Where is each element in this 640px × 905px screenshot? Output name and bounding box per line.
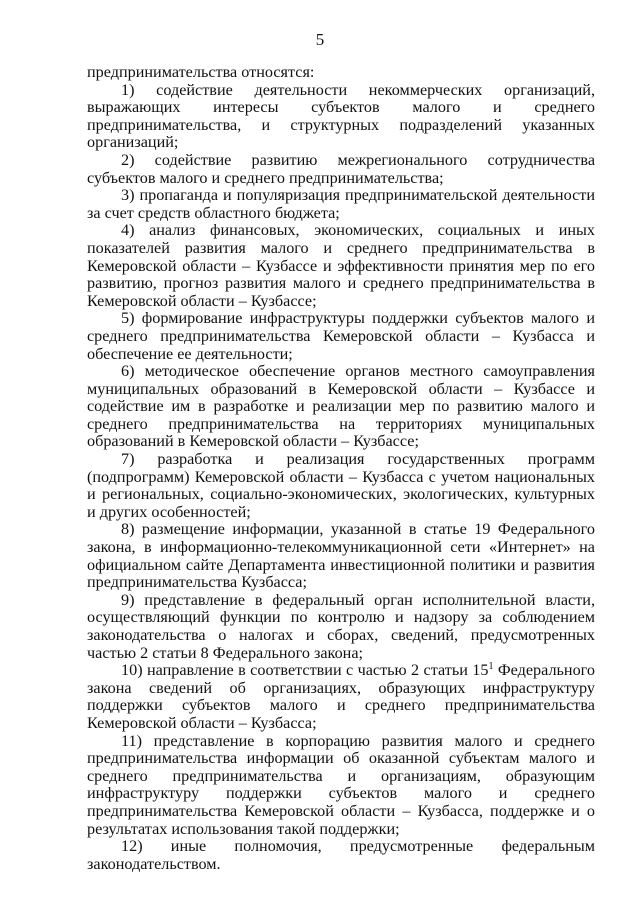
page-number: 5 xyxy=(315,30,325,49)
list-item-6: 6) методическое обеспечение органов местного самоуправления муниципальных образований в Кемеровской области – Кузбассе и содействие им в разработке и реализации мер по развитию малого и среднего предпринимательства на территориях муниципальных образований в Кемеровской области – Кузбассе; xyxy=(87,362,595,451)
intro-line: предпринимательства относятся: xyxy=(87,63,315,81)
list-item-10-text-before: 10) направление в соответствии с частью 2 статьи 15 xyxy=(121,661,489,680)
list-item-10 xyxy=(87,662,595,732)
list-item-1: 1) содействие деятельности некоммерческих организаций, выражающих интересы субъектов малого и среднего предпринимательства, и структурных подразделений указанных организаций; xyxy=(87,80,595,152)
list-item-7: 7) разработка и реализация государственных программ (подпрограмм) Кемеровской области – Кузбасса с учетом национальных и региональных, социально-экономических, экологических, культурных и других особенностей; xyxy=(87,450,595,521)
list-item-8: 8) размещение информации, указанной в статье 19 Федерального закона, в информационно-телекоммуникационной сети «Интернет» на официальном сайте Департамента инвестиционной политики и развития предпринимательства Кузбасса; xyxy=(87,520,595,592)
article-superscript: 1 xyxy=(488,661,494,673)
document-body xyxy=(87,64,595,873)
list-item-4: 4) анализ финансовых, экономических, социальных и иных показателей развития малого и среднего предпринимательства в Кемеровской области – Кузбассе и эффективности принятия мер по его развитию, прогноз развития малого и среднего предпринимательства в Кемеровской области – Кузбассе; xyxy=(87,221,595,310)
list-item-10-text-after: Федерального закона сведений об организациях, образующих инфраструктуру поддержки субъектов малого и среднего предпринимательства Кемеровской области – Кузбасса; xyxy=(87,661,595,732)
list-item-3: 3) пропаганда и популяризация предпринимательской деятельности за счет средств областного бюджета; xyxy=(87,186,595,222)
list-item-2: 2) содействие развитию межрегионального сотрудничества субъектов малого и среднего предпринимательства; xyxy=(87,150,595,187)
list-item-12: 12) иные полномочия, предусмотренные федеральным законодательством. xyxy=(87,837,595,873)
list-item-9: 9) представление в федеральный орган исполнительной власти, осуществляющий функции по контролю и надзору за соблюдением законодательства о налогах и сборах, сведений, предусмотренных частью 2 статьи 8 Федерального закона; xyxy=(87,590,595,662)
list-item-11: 11) представление в корпорацию развития малого и среднего предпринимательства информации об оказанной субъектам малого и среднего предпринимательства и организациям, образующим инфраструктуру поддержки субъектов малого и среднего предпринимательства Кемеровской области – Кузбасса, поддержке и о результатах использования такой поддержки; xyxy=(87,731,595,838)
list-item-5: 5) формирование инфраструктуры поддержки субъектов малого и среднего предпринимательства Кемеровской области – Кузбасса и обеспечение ее деятельности; xyxy=(87,309,595,363)
